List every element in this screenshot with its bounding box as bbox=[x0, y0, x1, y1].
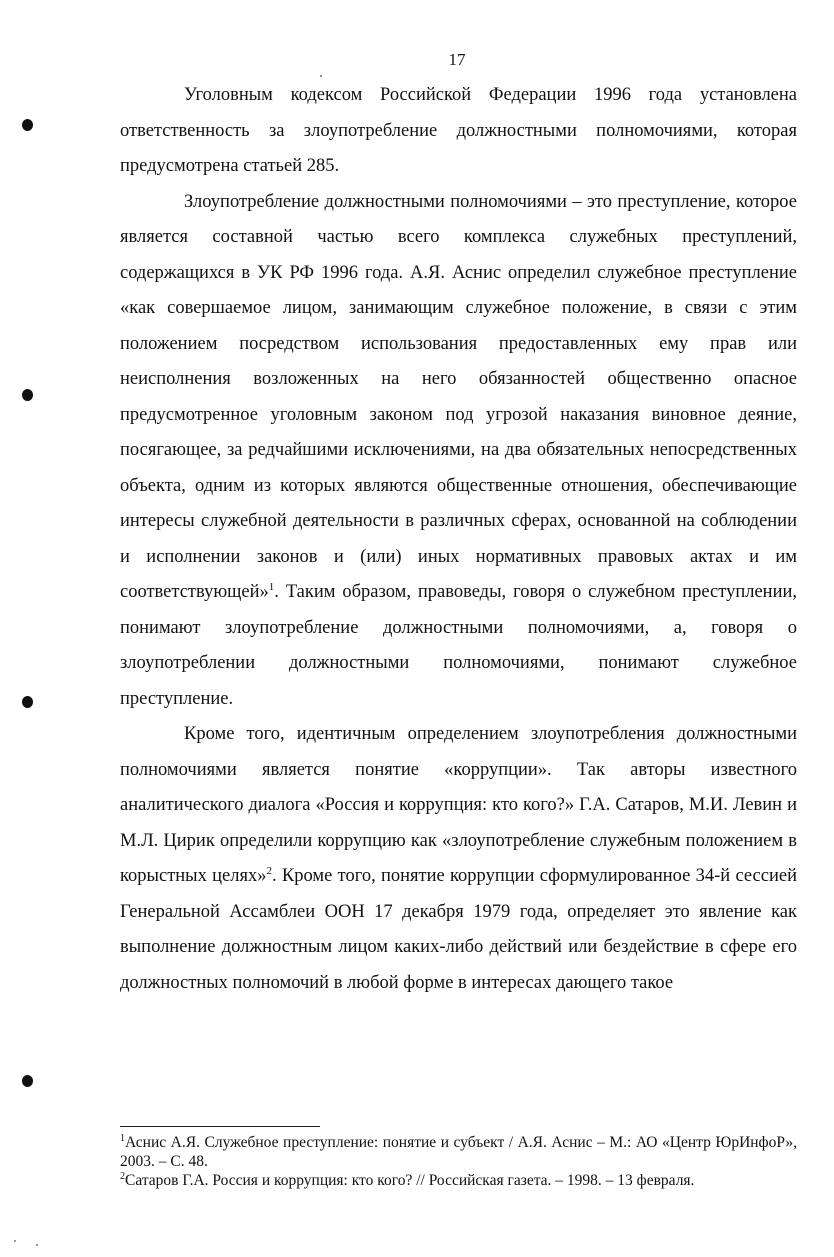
footnote-1-text: Аснис А.Я. Служебное преступление: понятие и субъект / А.Я. Аснис – М.: АО «Центр ЮрИнфоР», 2003. – С. 48. bbox=[120, 1134, 797, 1170]
footnote-ref-2: 2 bbox=[266, 864, 272, 877]
footnote-2-text: Сатаров Г.А. Россия и коррупция: кто кого? // Российская газета. – 1998. – 13 февраля. bbox=[125, 1172, 695, 1189]
footnote-1 bbox=[120, 1133, 797, 1171]
punch-hole-mark bbox=[22, 1075, 33, 1087]
page-number: 17 bbox=[448, 50, 466, 69]
footnote-1-marker: 1 bbox=[120, 1132, 125, 1144]
footnotes bbox=[120, 1133, 797, 1190]
paragraph-2-text-b: . Таким образом, правоведы, говоря о служебном преступлении, понимают злоупотребление должностными полномочиями, а, говоря о злоупотреблении должностными полномочиями, понимают служебное преступление. bbox=[120, 582, 797, 709]
paragraph-1: Уголовным кодексом Российской Федерации 1996 года установлена ответственность за злоупотребление должностными полномочиями, которая предусмотрена статьей 285. bbox=[120, 85, 797, 176]
paragraph-3-text-b: . Кроме того, понятие коррупции сформулированное 34-й сессией Генеральной Ассамблеи ООН 17 декабря 1979 года, определяет это явление как выполнение должностным лицом каких-либо действий или бездействие в сфере его должностных полномочий в любой форме в интересах дающего такое bbox=[120, 866, 797, 993]
footnote-2 bbox=[120, 1171, 797, 1190]
footnote-2-marker: 2 bbox=[120, 1170, 125, 1182]
punch-hole-mark bbox=[22, 696, 33, 708]
punch-hole-mark bbox=[22, 389, 33, 401]
paragraph-3-text-a: Кроме того, идентичным определением злоупотребления должностными полномочиями является понятие «коррупции». Так авторы известного аналитического диалога «Россия и коррупция: кто кого?» Г.А. Сатаров, М.И. Левин и М.Л. Цирик определили коррупцию как «злоупотребление служебным положением в корыстных целях» bbox=[120, 724, 797, 886]
body-text bbox=[120, 78, 797, 1001]
scan-speck bbox=[36, 1244, 38, 1246]
paragraph-2-text-a: Злоупотребление должностными полномочиями – это преступление, которое является составной частью всего комплекса служебных преступлений, содержащихся в УК РФ 1996 года. А.Я. Аснис определил служебное преступление «как совершаемое лицом, занимающим служебное положение, в связи с этим положением посредством использования предоставленных ему прав или неисполнения возложенных на него обязанностей общественно опасное предусмотренное уголовным законом под угрозой наказания виновное деяние, посягающее, за редчайшими исключениями, на два обязательных непосредственных объекта, одним из которых являются общественные отношения, обеспечивающие интересы служебной деятельности в различных сферах, основанной на соблюдении и исполнении законов и (или) иных нормативных правовых актах и им соответствующей» bbox=[120, 191, 797, 602]
scan-speck bbox=[320, 75, 322, 77]
footnote-separator bbox=[120, 1126, 320, 1127]
scan-speck bbox=[14, 1240, 16, 1242]
paragraph-3 bbox=[120, 717, 797, 1001]
footnote-ref-1: 1 bbox=[268, 580, 275, 593]
paragraph-2 bbox=[120, 185, 797, 718]
punch-hole-mark bbox=[22, 119, 33, 131]
